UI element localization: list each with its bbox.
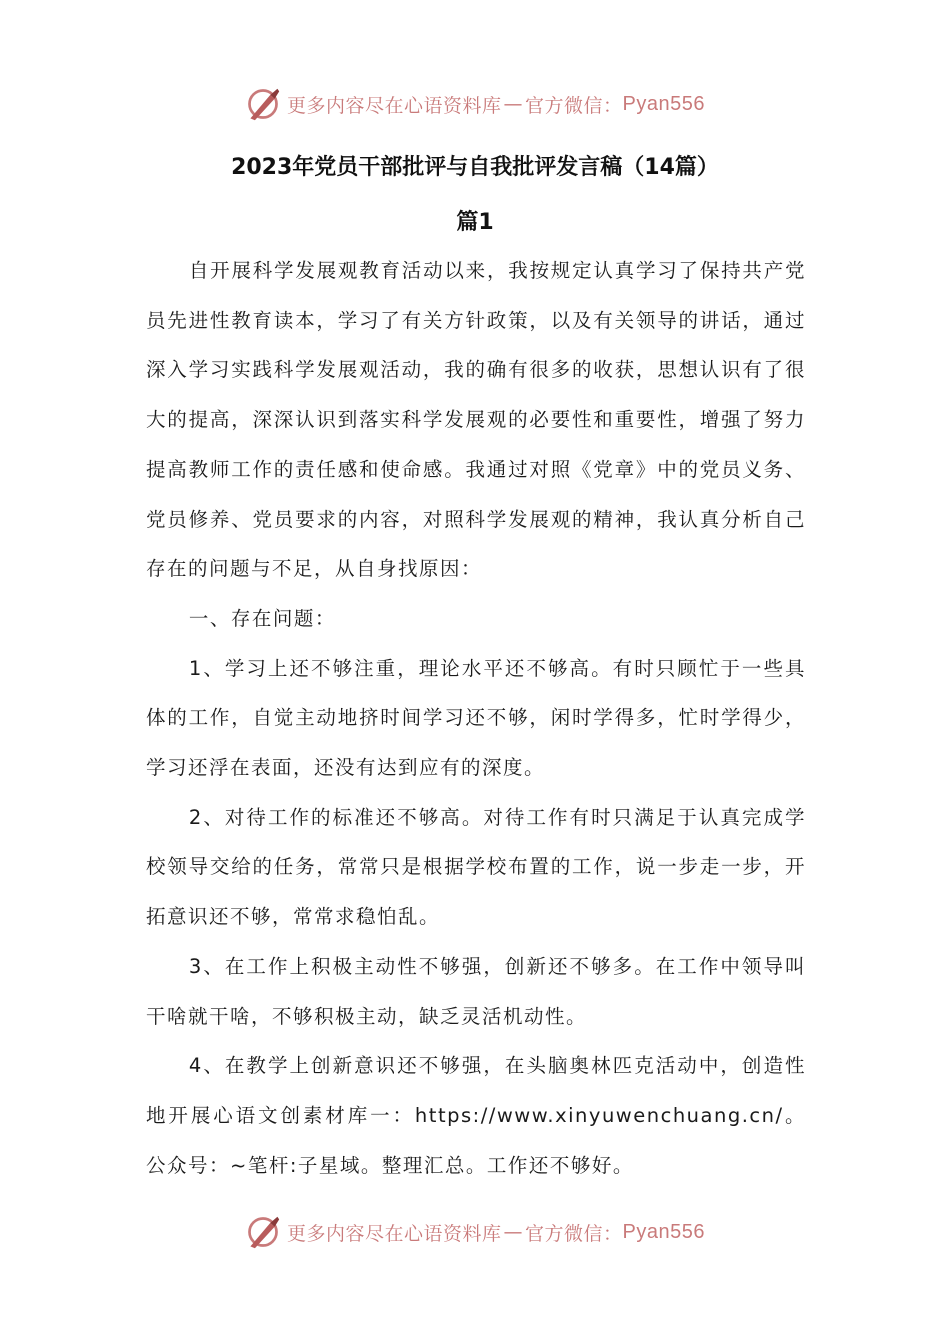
banner-dash: —	[503, 93, 524, 115]
watermark-banner-bottom	[0, 1210, 950, 1254]
paragraph-point-2: 2、对待工作的标准还不够高。对待工作有时只满足于认真完成学校领导交给的任务，常常只是根据学校布置的工作，说一步走一步，开拓意识还不够，常常求稳怕乱。	[146, 805, 806, 929]
paragraph-intro: 自开展科学发展观教育活动以来，我按规定认真学习了保持共产党员先进性教育读本，学习了有关方针政策，以及有关领导的讲话，通过深入学习实践科学发展观活动，我的确有很多的收获，思想认识有了很大的提高，深深认识到落实科学发展观的必要性和重要性，增强了努力提高教师工作的责任感和使命感。我通过对照《党章》中的党员义务、党员修养、党员要求的内容，对照科学发展观的精神，我认真分析自己存在的问题与不足，从自身找原因：	[146, 259, 806, 581]
pen-logo-icon	[245, 1214, 281, 1250]
document-subtitle: 篇1	[456, 210, 494, 235]
banner-dash: —	[503, 1221, 524, 1243]
watermark-banner-top	[0, 82, 950, 126]
document-body	[146, 246, 806, 1190]
banner-text: 更多内容尽在心语资料库	[287, 1222, 502, 1245]
document-title: 2023年党员干部批评与自我批评发言稿（14篇）	[231, 155, 719, 180]
paragraph-point-4: 4、在教学上创新意识还不够强，在头脑奥林匹克活动中，创造性地开展心语文创素材库一：https://www.xinyuwenchuang.cn/。公众号：~笔杆:子星域。整理汇总。工作还不够好。	[146, 1054, 806, 1177]
pen-logo-icon	[245, 86, 281, 122]
banner-text: 更多内容尽在心语资料库	[287, 94, 502, 117]
banner-wechat-id: Pyan556	[622, 92, 705, 115]
paragraph-point-1: 1、学习上还不够注重，理论水平还不够高。有时只顾忙于一些具体的工作，自觉主动地挤时间学习还不够，闲时学得多，忙时学得少，学习还浮在表面，还没有达到应有的深度。	[146, 656, 806, 780]
banner-wechat-id: Pyan556	[622, 1220, 705, 1243]
banner-wechat-label: 官方微信：	[525, 94, 623, 117]
banner-wechat-label: 官方微信：	[525, 1222, 623, 1245]
paragraph-heading-problems: 一、存在问题：	[188, 606, 336, 630]
paragraph-point-3: 3、在工作上积极主动性不够强，创新还不够多。在工作中领导叫干啥就干啥，不够积极主动，缺乏灵活机动性。	[146, 954, 806, 1028]
